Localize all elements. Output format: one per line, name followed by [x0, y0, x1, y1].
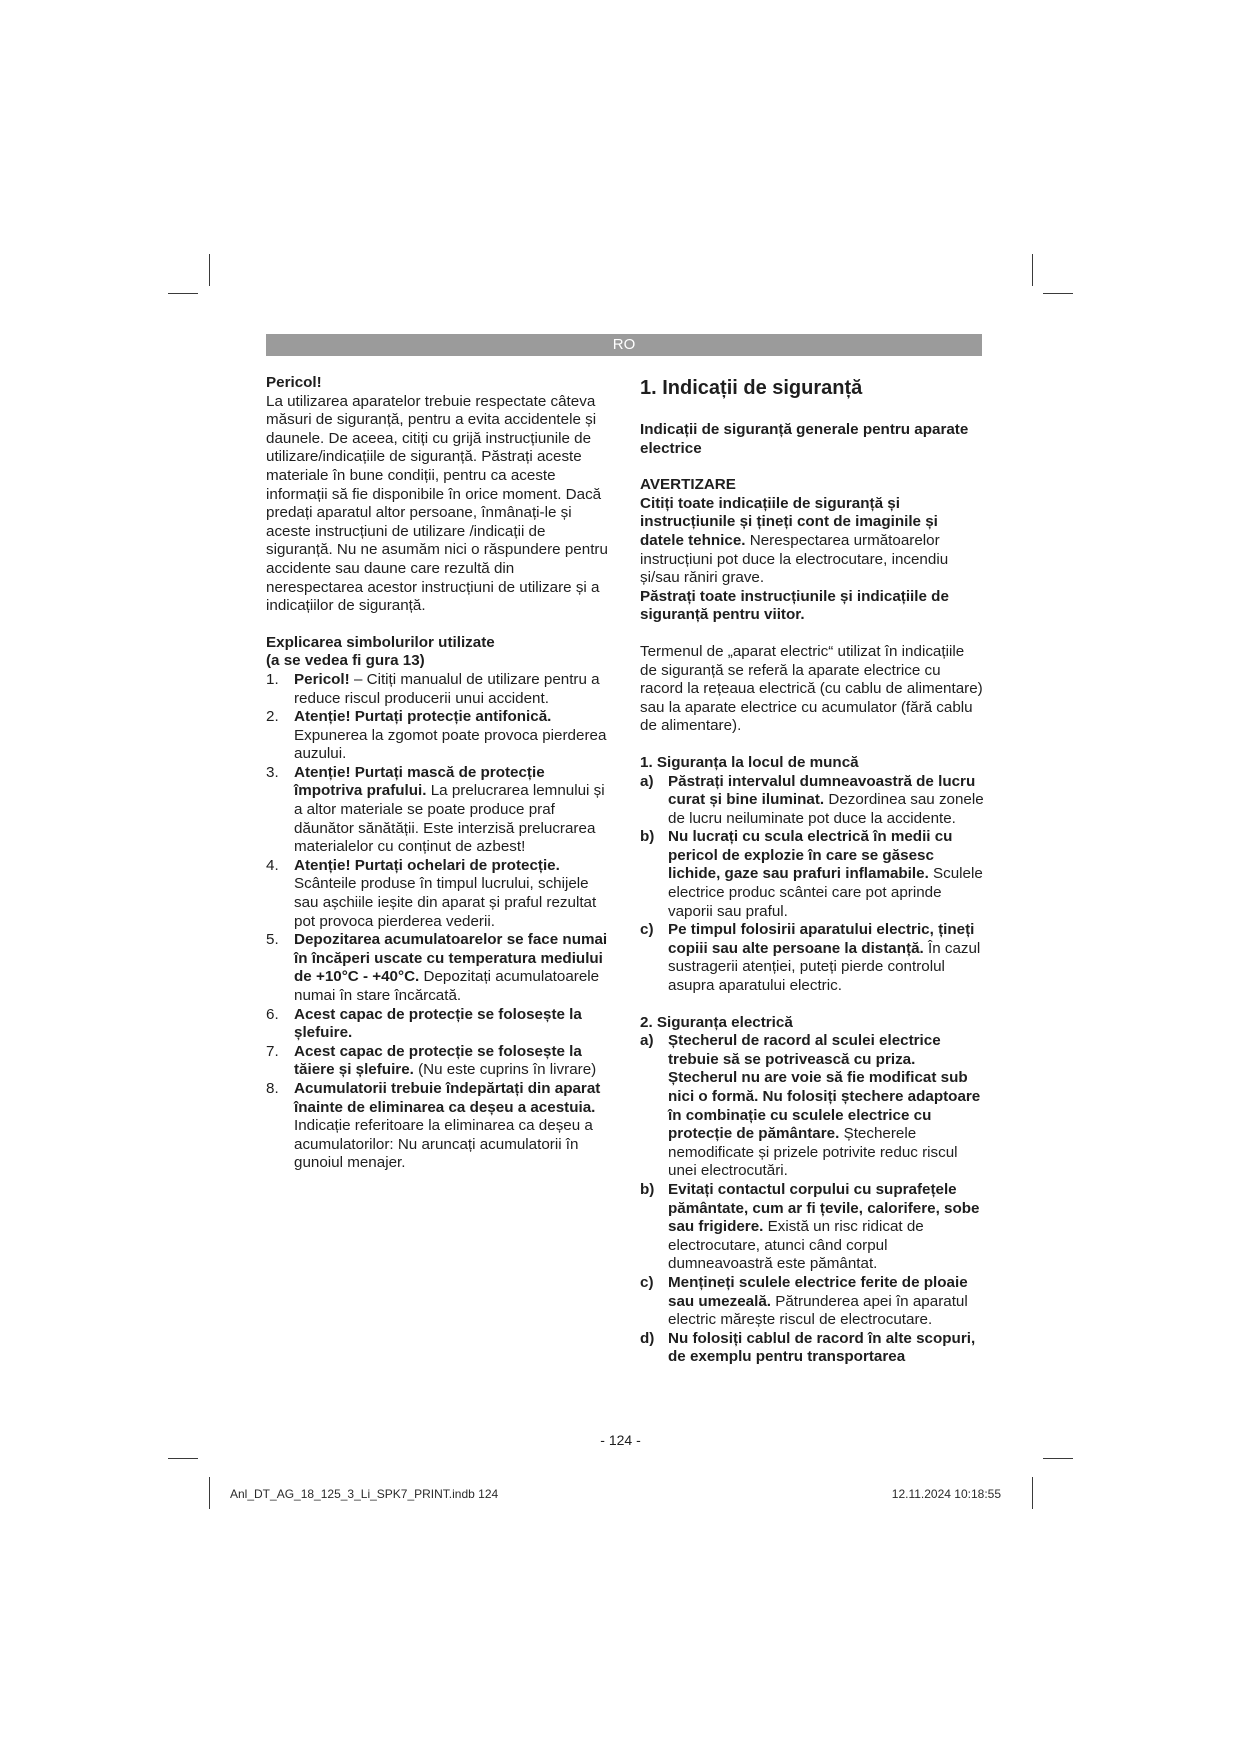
footer-datetime: 12.11.2024 10:18:55	[891, 1487, 1001, 1501]
list-item-marker: a)	[640, 772, 654, 790]
crop-mark	[168, 1458, 198, 1459]
list-item	[640, 1032, 984, 1181]
language-header-bar: RO	[266, 334, 982, 356]
crop-mark	[1032, 254, 1033, 286]
list-item-bold: Pericol!	[294, 670, 350, 688]
list-item-bold: Atenție! Purtați ochelari de protecție.	[294, 856, 560, 874]
list-item-text: Depozitați acumulatoarele numai în stare încărcată.	[294, 968, 600, 1004]
list-item-bold: Pe timpul folosirii aparatului electric, țineți copiii sau alte persoane la distanță.	[668, 921, 975, 957]
list-item	[266, 857, 608, 931]
section1-title: 1. Siguranța la locul de muncă	[640, 753, 859, 771]
list-item-marker: c)	[640, 1273, 654, 1291]
symbols-title: Explicarea simbolurilor utilizate	[266, 633, 495, 651]
list-item-marker: c)	[640, 921, 654, 939]
list-item-text: În cazul sustragerii atenției, puteți pierde controlul asupra aparatului electric.	[668, 939, 981, 995]
list-item	[266, 708, 608, 764]
list-item-bold: Evitați contactul corpului cu suprafețele pământate, cum ar fi țevile, calorifere, sobe sau frigidere.	[668, 1180, 980, 1236]
list-item	[640, 1274, 984, 1330]
list-item-text: Ștecherele nemodificate și prizele potrivite reduc riscul unei electrocutări.	[668, 1125, 958, 1180]
left-column	[266, 374, 608, 1173]
list-item	[266, 931, 608, 1005]
list-item-bold: Depozitarea acumulatoarelor se face numai în încăperi uscate cu temperatura mediului de +10°C - +40°C.	[294, 931, 608, 986]
section-subtitle: Indicații de siguranță generale pentru aparate electrice	[640, 421, 969, 457]
list-item-bold: Mențineți sculele electrice ferite de ploaie sau umezeală.	[668, 1273, 968, 1310]
section2-title: 2. Siguranța electrică	[640, 1013, 793, 1031]
list-item	[640, 1181, 984, 1274]
list-item-marker: b)	[640, 1180, 655, 1198]
list-item-marker: a)	[640, 1032, 654, 1050]
list-item-marker: 4.	[266, 856, 279, 874]
list-item	[266, 1043, 608, 1080]
list-item-text: – Citiți manualul de utilizare pentru a reduce riscul producerii unui accident.	[294, 670, 600, 707]
warning-paragraph	[640, 495, 984, 588]
list-item-bold: Acest capac de protecție se folosește la șlefuire.	[294, 1005, 582, 1042]
crop-mark	[1043, 293, 1073, 294]
footer-filename: Anl_DT_AG_18_125_3_Li_SPK7_PRINT.indb 124	[230, 1487, 499, 1501]
list-item-marker: 1.	[266, 670, 279, 688]
list-item-marker: 2.	[266, 708, 279, 726]
list-item-bold: Păstrați intervalul dumneavoastră de lucru curat și bine iluminat.	[668, 772, 976, 809]
section2-list	[640, 1032, 984, 1367]
section-title: 1. Indicații de siguranță	[640, 377, 863, 399]
list-item-marker: 5.	[266, 931, 279, 949]
list-item-text: Dezordinea sau zonele de lucru neiluminate pot duce la accidente.	[668, 791, 984, 827]
page-number: - 124 -	[600, 1432, 641, 1448]
list-item-text: Scânteile produse în timpul lucrului, schijele sau așchiile ieșite din aparat și praful rezultat pot provoca pierderea vederii.	[294, 875, 597, 930]
list-item	[266, 671, 608, 708]
list-item	[640, 828, 984, 921]
list-item-marker: 7.	[266, 1042, 279, 1060]
list-item	[266, 1080, 608, 1173]
warning-bold: Citiți toate indicațiile de siguranță și instrucțiunile și țineți cont de imaginile și datele tehnice.	[640, 494, 938, 549]
list-item-bold: Nu folosiți cablul de racord în alte scopuri, de exemplu pentru transportarea	[668, 1329, 976, 1366]
list-item-bold: Nu lucrați cu scula electrică în medii cu pericol de explozie în care se găsesc lichide, gaze sau prafuri inflamabile.	[668, 828, 953, 883]
section1-list	[640, 773, 984, 996]
crop-mark	[168, 293, 198, 294]
list-item-text: (Nu este cuprins în livrare)	[413, 1061, 597, 1079]
list-item-marker: d)	[640, 1329, 655, 1347]
list-item	[266, 1006, 608, 1043]
list-item-marker: b)	[640, 828, 655, 846]
warning-text: Nerespectarea următoarelor instrucțiuni pot duce la electrocutare, incendiu și/sau răniri grave.	[640, 531, 949, 587]
keep-instructions: Păstrați toate instrucțiunile și indicațiile de siguranță pentru viitor.	[640, 587, 949, 624]
symbols-subtitle: (a se vedea fi gura 13)	[266, 652, 425, 670]
list-item-marker: 6.	[266, 1005, 279, 1023]
list-item-marker: 3.	[266, 763, 279, 781]
list-item-bold: Ștecherul de racord al sculei electrice trebuie să se potrivească cu priza. Ștecherul nu are voie să fie modificat sub nici o formă. Nu folosiți ștechere adaptoare în combinație cu sculele electrice cu protecție de pământare.	[668, 1032, 981, 1143]
list-item	[640, 773, 984, 829]
list-item-text: Există un risc ridicat de electrocutare, atunci când corpul dumneavoastră este pământat.	[668, 1218, 924, 1273]
list-item-bold: Atenție! Purtați mască de protecție împotriva prafului.	[294, 763, 545, 800]
danger-title: Pericol!	[266, 374, 322, 391]
list-item-text: Pătrunderea apei în aparatul electric mărește riscul de electrocutare.	[668, 1292, 968, 1329]
list-item-bold: Atenție! Purtați protecție antifonică.	[294, 708, 552, 726]
list-item-text: La prelucrarea lemnului și a altor materiale se poate produce praf dăunător sănătății. Este interzisă prelucrarea materialelor cu conținut de azbest!	[294, 782, 605, 856]
list-item	[640, 921, 984, 995]
list-item-marker: 8.	[266, 1079, 279, 1097]
crop-mark	[1043, 1458, 1073, 1459]
list-item	[266, 764, 608, 857]
crop-mark	[209, 254, 210, 286]
warning-title: AVERTIZARE	[640, 476, 736, 494]
right-column	[640, 374, 984, 1367]
crop-mark	[1032, 1477, 1033, 1509]
list-item	[640, 1330, 984, 1367]
danger-text: La utilizarea aparatelor trebuie respectate câteva măsuri de siguranță, pentru a evita accidentele și daunele. De aceea, citiți cu grijă instrucțiunile de utilizare/indicațiile de siguranță. Păstrați aceste materiale în bune condiții, pentru ca aceste informații să fie disponibile în orice moment. Dacă predați aparatul altor persoane, înmânați-le și aceste instrucțiuni de utilizare /indicații de siguranță. Nu ne asumăm nici o răspundere pentru accidente sau daune care rezultă din nerespectarea acestor instrucțiuni de utilizare și a indicațiilor de siguranță.	[266, 392, 608, 615]
term-definition: Termenul de „aparat electric“ utilizat în indicațiile de siguranță se referă la aparate electrice cu racord la rețeaua electrică (cu cablu de alimentare) sau la aparate electrice cu acumulator (fără cablu de alimentare).	[640, 642, 983, 735]
crop-mark	[209, 1477, 210, 1509]
list-item-text: Expunerea la zgomot poate provoca pierderea auzului.	[294, 726, 607, 763]
list-item-text: Sculele electrice produc scântei care pot aprinde vaporii sau praful.	[668, 865, 983, 920]
list-item-text: Indicație referitoare la eliminarea ca deșeu a acumulatorilor: Nu aruncați acumulatorii în gunoiul menajer.	[294, 1117, 593, 1172]
list-item-bold: Acest capac de protecție se folosește la tăiere și șlefuire.	[294, 1042, 582, 1079]
list-item-bold: Acumulatorii trebuie îndepărtați din aparat înainte de eliminarea ca deșeu a acestuia.	[294, 1079, 601, 1116]
symbols-list	[266, 671, 608, 1173]
